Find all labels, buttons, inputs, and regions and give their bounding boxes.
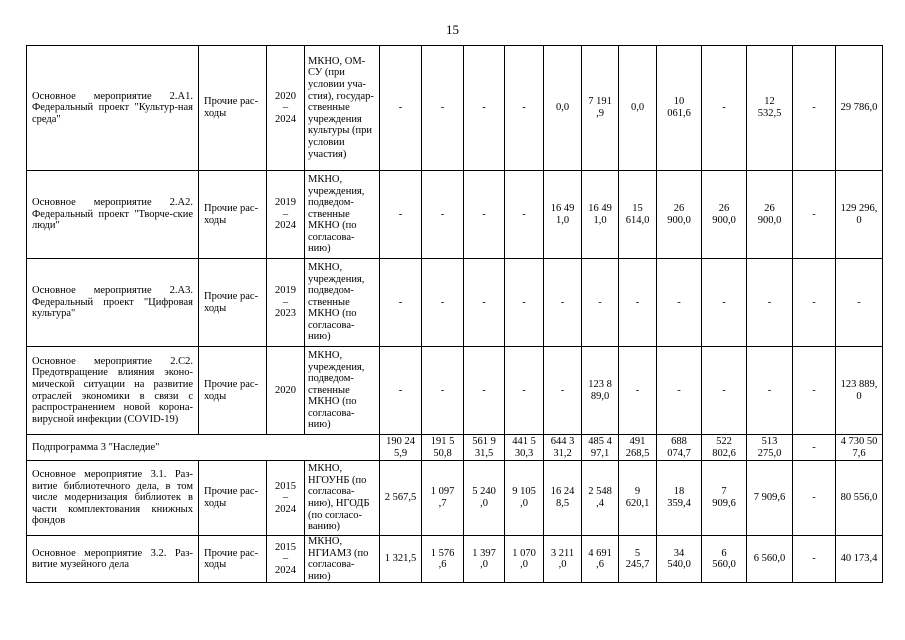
value-cell: 26 900,0	[702, 171, 747, 259]
value-cell: 6 560,0	[747, 536, 793, 583]
budget-table	[26, 45, 883, 583]
implementation-years: 2015 – 2024	[267, 461, 305, 536]
expense-type: Прочие рас-ходы	[199, 46, 267, 171]
table-row	[27, 171, 883, 259]
value-cell: 7 191 ,9	[582, 46, 619, 171]
value-cell: 191 5 50,8	[422, 435, 464, 461]
value-cell: 190 24 5,9	[380, 435, 422, 461]
value-cell: 485 4 97,1	[582, 435, 619, 461]
value-cell: -	[702, 347, 747, 435]
value-cell: -	[505, 171, 544, 259]
value-cell: 688 074,7	[657, 435, 702, 461]
subprogram-label: Подпрограмма 3 "Наследие"	[27, 435, 380, 461]
value-cell: 1 097 ,7	[422, 461, 464, 536]
value-cell: 18 359,4	[657, 461, 702, 536]
executor-cell: МКНО, учреждения, подведом-ственные МКНО (по согласова-нию)	[305, 259, 380, 347]
value-cell: -	[422, 46, 464, 171]
value-cell: 9 105 ,0	[505, 461, 544, 536]
value-cell: 441 5 30,3	[505, 435, 544, 461]
expense-type: Прочие рас-ходы	[199, 461, 267, 536]
value-cell: 3 211 ,0	[544, 536, 582, 583]
value-cell: -	[422, 347, 464, 435]
value-cell: 0,0	[544, 46, 582, 171]
value-cell: 123 889, 0	[836, 347, 883, 435]
value-cell: 0,0	[619, 46, 657, 171]
value-cell: 9 620,1	[619, 461, 657, 536]
value-cell: -	[793, 259, 836, 347]
value-cell: -	[380, 347, 422, 435]
value-cell: 80 556,0	[836, 461, 883, 536]
value-cell: 5 245,7	[619, 536, 657, 583]
table-row	[27, 347, 883, 435]
value-cell: 1 576 ,6	[422, 536, 464, 583]
table-row	[27, 536, 883, 583]
value-cell: -	[544, 347, 582, 435]
value-cell: 7 909,6	[702, 461, 747, 536]
value-cell: -	[505, 46, 544, 171]
value-cell: 522 802,6	[702, 435, 747, 461]
value-cell: 644 3 31,2	[544, 435, 582, 461]
value-cell: -	[793, 171, 836, 259]
value-cell: -	[464, 171, 505, 259]
value-cell: 16 24 8,5	[544, 461, 582, 536]
value-cell: 26 900,0	[657, 171, 702, 259]
executor-cell: МКНО, учреждения, подведом-ственные МКНО (по согласова-нию)	[305, 347, 380, 435]
value-cell: -	[702, 46, 747, 171]
value-cell: -	[505, 259, 544, 347]
expense-type: Прочие рас-ходы	[199, 259, 267, 347]
page-number: 15	[446, 22, 459, 37]
value-cell: -	[793, 435, 836, 461]
implementation-years: 2015 – 2024	[267, 536, 305, 583]
implementation-years: 2019 – 2024	[267, 171, 305, 259]
implementation-years: 2020	[267, 347, 305, 435]
value-cell: -	[464, 46, 505, 171]
value-cell: -	[422, 259, 464, 347]
value-cell: -	[747, 259, 793, 347]
value-cell: 34 540,0	[657, 536, 702, 583]
value-cell: 129 296, 0	[836, 171, 883, 259]
value-cell: -	[793, 461, 836, 536]
value-cell: 513 275,0	[747, 435, 793, 461]
implementation-years: 2019 – 2023	[267, 259, 305, 347]
expense-type: Прочие рас-ходы	[199, 171, 267, 259]
value-cell: -	[657, 347, 702, 435]
value-cell: -	[747, 347, 793, 435]
value-cell: 1 070 ,0	[505, 536, 544, 583]
value-cell: 2 567,5	[380, 461, 422, 536]
subprogram-row	[27, 435, 883, 461]
measure-name: Основное мероприятие 2.А2. Федеральный проект "Творче-ские люди"	[27, 171, 199, 259]
value-cell: -	[619, 347, 657, 435]
value-cell: 29 786,0	[836, 46, 883, 171]
executor-cell: МКНО, учреждения, подведом-ственные МКНО (по согласова-нию)	[305, 171, 380, 259]
value-cell: 16 49 1,0	[544, 171, 582, 259]
table-body	[27, 46, 883, 583]
measure-name: Основное мероприятие 2.С2. Предотвращение влияния эконо-мической ситуации на развитие отраслей экономики в связи с распространением новой корона-вирусной инфекции (COVID-19)	[27, 347, 199, 435]
measure-name: Основное мероприятие 3.2. Раз-витие музейного дела	[27, 536, 199, 583]
value-cell: -	[619, 259, 657, 347]
value-cell: 4 730 50 7,6	[836, 435, 883, 461]
table-row	[27, 46, 883, 171]
implementation-years: 2020 – 2024	[267, 46, 305, 171]
value-cell: -	[657, 259, 702, 347]
measure-name: Основное мероприятие 2.А1. Федеральный проект "Культур-ная среда"	[27, 46, 199, 171]
value-cell: -	[544, 259, 582, 347]
value-cell: 2 548 ,4	[582, 461, 619, 536]
value-cell: 1 321,5	[380, 536, 422, 583]
value-cell: -	[505, 347, 544, 435]
value-cell: 491 268,5	[619, 435, 657, 461]
value-cell: -	[793, 536, 836, 583]
value-cell: 16 49 1,0	[582, 171, 619, 259]
value-cell: 26 900,0	[747, 171, 793, 259]
value-cell: 12 532,5	[747, 46, 793, 171]
value-cell: 10 061,6	[657, 46, 702, 171]
expense-type: Прочие рас-ходы	[199, 536, 267, 583]
value-cell: 123 8 89,0	[582, 347, 619, 435]
value-cell: 15 614,0	[619, 171, 657, 259]
value-cell: 7 909,6	[747, 461, 793, 536]
value-cell: -	[380, 46, 422, 171]
value-cell: 6 560,0	[702, 536, 747, 583]
value-cell: 561 9 31,5	[464, 435, 505, 461]
value-cell: -	[380, 259, 422, 347]
value-cell: 40 173,4	[836, 536, 883, 583]
measure-name: Основное мероприятие 3.1. Раз-витие библиотечного дела, в том числе модернизация библиотек в части комплектования книжных фондов	[27, 461, 199, 536]
value-cell: -	[836, 259, 883, 347]
value-cell: 1 397 ,0	[464, 536, 505, 583]
value-cell: 4 691 ,6	[582, 536, 619, 583]
value-cell: -	[793, 347, 836, 435]
value-cell: -	[464, 259, 505, 347]
value-cell: 5 240 ,0	[464, 461, 505, 536]
executor-cell: МКНО, ОМ-СУ (при условии уча-стия), государ-ственные учреждения культуры (при условии участия)	[305, 46, 380, 171]
measure-name: Основное мероприятие 2.А3. Федеральный проект "Цифровая культура"	[27, 259, 199, 347]
table-row	[27, 259, 883, 347]
expense-type: Прочие рас-ходы	[199, 347, 267, 435]
value-cell: -	[793, 46, 836, 171]
table-row	[27, 461, 883, 536]
executor-cell: МКНО, НГОУНБ (по согласова-нию), НГОДБ (по согласо-ванию)	[305, 461, 380, 536]
value-cell: -	[422, 171, 464, 259]
value-cell: -	[380, 171, 422, 259]
value-cell: -	[464, 347, 505, 435]
value-cell: -	[582, 259, 619, 347]
executor-cell: МКНО, НГИАМЗ (по согласова-нию)	[305, 536, 380, 583]
value-cell: -	[702, 259, 747, 347]
